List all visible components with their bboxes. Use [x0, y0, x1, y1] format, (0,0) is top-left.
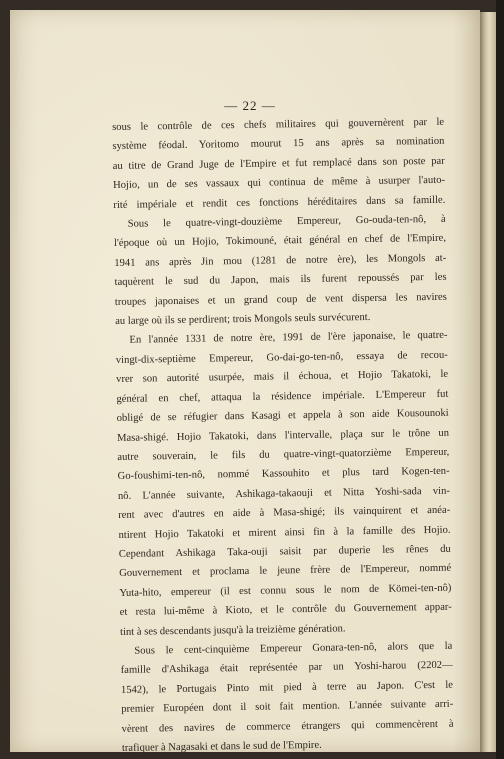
text-line: ntirent Hojio Takatoki et mirent ainsi fin à la famille des Hojio.: [118, 524, 451, 541]
text-line: et resta lui-même à Kioto, et le contrôle du Gouvernement appar-: [119, 601, 452, 619]
text-line: tint à ses descendants jusqu'à la treizième génération.: [119, 622, 346, 638]
text-line: vèrent des navires de commerce étrangers qui commencèrent à: [121, 718, 454, 735]
text-line: vrer son autorité usurpée, mais il échoua, et Hojio Takatoki, le: [116, 369, 449, 386]
text-line: premier Européen dont il soit fait mention. L'année suivante arri-: [121, 698, 454, 716]
next-page-edge: [480, 12, 496, 752]
text-line: nô. L'année suivante, Ashikaga-takaouji et Nitta Yoshi-sada vin-: [117, 485, 450, 502]
text-line: trafiquer à Nagasaki et dans le sud de l'Empire.: [121, 739, 322, 754]
text-line: rent avec d'autres en aide à Masa-shigé; ils vainquirent et anéa-: [118, 504, 451, 522]
text-line: Yuta-hito, empereur (il est connu sous le nom de Kömei-ten-nô): [119, 582, 452, 599]
text-line: En l'année 1331 de notre ère, 1991 de l'ère japonaise, le quatre-: [129, 330, 448, 347]
paragraph-3: [115, 326, 452, 642]
text-line: Gouvernement et proclama le jeune frère de l'Empereur, nommé: [119, 563, 452, 580]
text-line: 1941 ans après Jin mou (1281 de notre ère), les Mongols at-: [114, 252, 447, 269]
text-line: Cependant Ashikaga Taka-ouji saisit par duperie les rênes du: [118, 543, 451, 560]
text-line: autre souverain, le fils du quatre-vingt-quatorzième Empereur,: [117, 446, 450, 463]
paragraph-1: [112, 113, 445, 215]
text-line: sous le contrôle de ces chefs militaires qui gouvernèrent par le: [112, 116, 445, 133]
text-line: obligé de se réfugier dans Kasagi et appela à son aide Kousounoki: [116, 407, 449, 425]
text-line: taquèrent le sud du Japon, mais ils furent repoussés par les: [114, 272, 447, 289]
text-line: vingt-dix-septième Empereur, Go-dai-go-ten-nô, essaya de recou-: [115, 349, 448, 366]
text-line: Go-foushimi-ten-nô, nommé Kassouhito et plus tard Kogen-ten-: [117, 466, 450, 483]
text-line: rité impériale et rendit ces fonctions héréditaires dans sa famille.: [113, 194, 446, 211]
text-line: Sous le quatre-vingt-douzième Empereur, Go-ouda-ten-nô, à: [127, 213, 446, 230]
body-text: [112, 113, 454, 759]
text-line: l'époque où un Hojio, Tokimouné, était général en chef de l'Empire,: [113, 233, 447, 250]
text-line: système féodal. Yoritomo mourut 15 ans après sa nomination: [112, 136, 445, 153]
paragraph-2: [114, 210, 448, 332]
paragraph-4: [120, 637, 454, 759]
text-line: troupes japonaises et un grand coup de vent dispersa les navires: [114, 291, 447, 308]
text-line: au large où ils se perdirent; trois Mongols seuls survécurent.: [115, 312, 371, 328]
text-line: au titre de Grand Juge de l'Empire et fut remplacé dans son poste par: [112, 155, 445, 172]
page-number: — 22 —: [224, 98, 276, 113]
text-line: Sous le cent-cinquième Empereur Gonara-ten-nô, alors que la: [134, 640, 453, 657]
text-line: 1542), le Portugais Pinto mit pied à terre au Japon. C'est le: [120, 679, 454, 696]
text-line: famille d'Ashikaga était représentée par un Yoshi-harou (2202—: [120, 660, 453, 677]
text-line: Masa-shigé. Hojio Takatoki, dans l'intervalle, plaça sur le trône un: [116, 427, 450, 444]
text-line: Hojio, un de ses vassaux qui continua de même à usurper l'auto-: [112, 174, 446, 192]
text-line: général en chef, attaqua la résidence impériale. L'Empereur fut: [116, 388, 449, 405]
